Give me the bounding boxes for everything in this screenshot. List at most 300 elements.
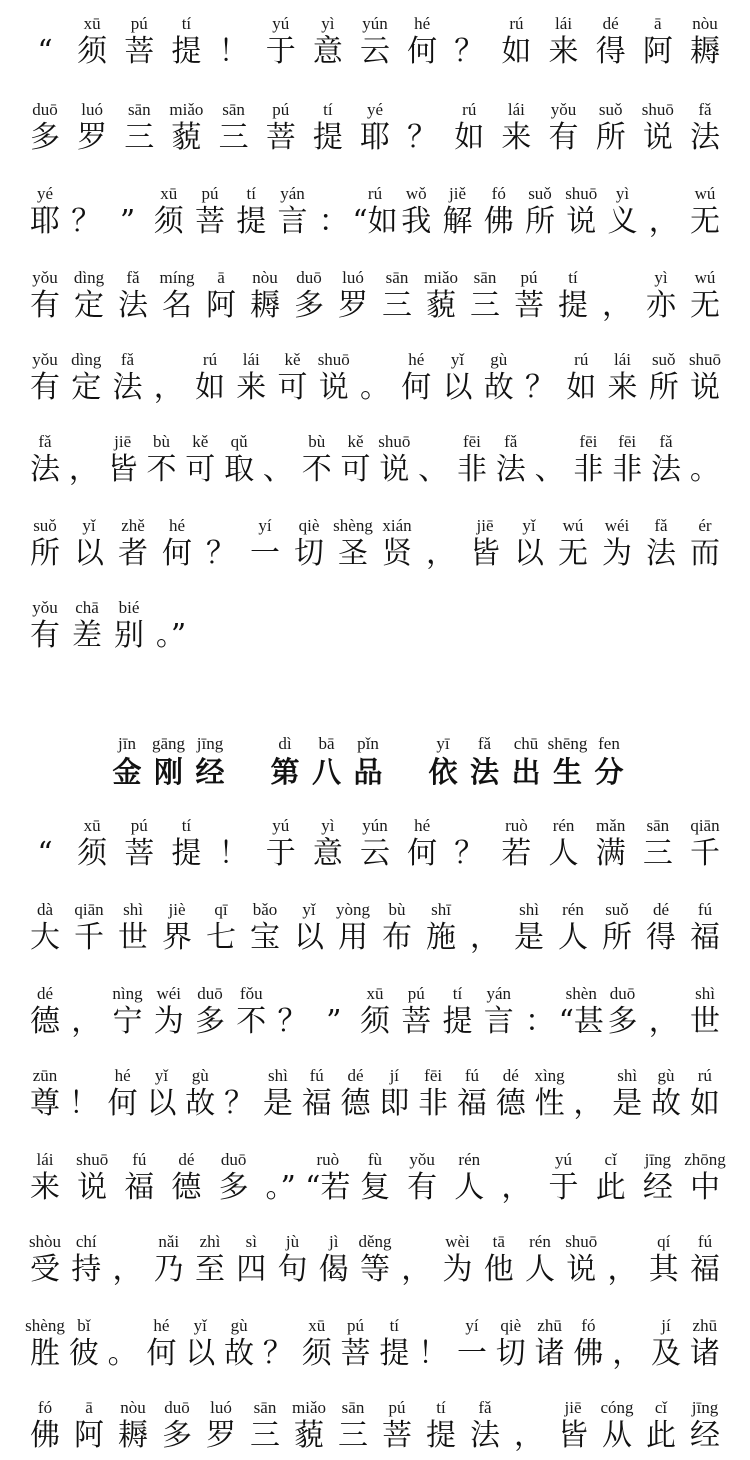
hanzi: ， — [612, 1336, 643, 1371]
char-cell — [512, 516, 546, 572]
hanzi: 菩 — [195, 204, 225, 239]
chapter-title — [112, 734, 624, 790]
hanzi: 偈 — [318, 1252, 349, 1287]
char-cell — [72, 900, 106, 956]
pinyin: shì — [123, 900, 143, 919]
hanzi: 言 — [277, 204, 308, 239]
char-cell — [112, 598, 146, 654]
hanzi: 出 — [511, 755, 541, 789]
hanzi: 佛 — [573, 1336, 604, 1371]
char-cell — [75, 14, 109, 70]
hanzi: 无 — [690, 288, 720, 323]
char-cell — [399, 1232, 433, 1288]
char-cell — [28, 1232, 62, 1288]
char-cell — [111, 184, 145, 240]
hanzi: 何 — [401, 370, 432, 405]
pinyin: jiě — [449, 184, 466, 203]
hanzi: 皆 — [107, 452, 138, 487]
char-cell — [523, 1232, 557, 1288]
char-cell — [647, 184, 681, 240]
pinyin: jīng — [644, 1150, 672, 1169]
char-cell — [416, 432, 450, 488]
hanzi: 多 — [607, 1004, 638, 1039]
char-cell — [405, 14, 439, 70]
pinyin: qí — [657, 1232, 671, 1251]
hanzi: 德 — [340, 1086, 371, 1121]
text-line — [28, 1150, 726, 1206]
hanzi: 何 — [107, 1086, 138, 1121]
char-cell — [222, 432, 256, 488]
pinyin: wǒ — [405, 184, 427, 203]
hanzi: 他 — [483, 1252, 514, 1287]
hanzi: 故 — [651, 1086, 681, 1121]
char-cell — [358, 1232, 392, 1288]
char-cell — [193, 1232, 227, 1288]
char-cell — [377, 1066, 411, 1122]
char-cell — [523, 184, 557, 240]
char-cell — [292, 516, 326, 572]
pinyin: xū — [83, 816, 101, 835]
pinyin: duō — [197, 984, 223, 1003]
hanzi: ， — [501, 1170, 532, 1205]
hanzi: 皆 — [558, 1418, 588, 1453]
char-cell — [428, 734, 458, 790]
pinyin: shī — [431, 900, 451, 919]
char-cell — [494, 1316, 528, 1372]
char-cell — [204, 516, 238, 572]
hanzi: 所 — [602, 920, 632, 955]
hanzi: 不 — [146, 452, 177, 487]
hanzi: 须 — [77, 836, 108, 871]
char-cell — [441, 1232, 475, 1288]
hanzi: 人 — [454, 1170, 485, 1205]
char-cell — [547, 1150, 581, 1206]
hanzi: 菩 — [401, 1004, 432, 1039]
pinyin: jì — [329, 1232, 339, 1251]
pinyin: bā — [318, 734, 335, 753]
hanzi: 故 — [185, 1086, 216, 1121]
char-cell — [122, 14, 156, 70]
char-cell — [72, 516, 106, 572]
char-cell — [358, 984, 392, 1040]
char-cell — [377, 432, 411, 488]
char-cell — [28, 516, 62, 572]
char-cell — [641, 100, 675, 156]
pinyin: luó — [81, 100, 103, 119]
pinyin: shuō — [641, 100, 674, 119]
char-cell — [405, 816, 439, 872]
pinyin: bié — [118, 598, 140, 617]
char-cell — [169, 816, 203, 872]
hanzi: 名 — [162, 288, 192, 323]
char-cell — [641, 1150, 675, 1206]
hanzi: 须 — [301, 1336, 332, 1371]
hanzi: 千 — [74, 920, 104, 955]
hanzi: ： — [525, 1004, 555, 1039]
hanzi: 如 — [454, 120, 485, 155]
hanzi: 皆 — [470, 536, 500, 571]
hanzi: 来 — [548, 34, 579, 69]
pinyin: nòu — [120, 1398, 146, 1417]
char-cell — [28, 350, 62, 406]
char-cell — [399, 350, 433, 406]
char-cell — [594, 816, 628, 872]
pinyin: pú — [130, 816, 148, 835]
pinyin: ā — [217, 268, 225, 287]
pinyin: dé — [602, 14, 619, 33]
hanzi: 以 — [442, 370, 473, 405]
char-cell — [647, 1232, 681, 1288]
char-cell — [600, 1398, 634, 1454]
pinyin: hé — [414, 816, 431, 835]
char-cell — [67, 432, 101, 488]
char-cell — [217, 816, 251, 872]
hanzi: 以 — [74, 536, 104, 571]
hanzi: 阿 — [74, 1418, 104, 1453]
char-cell — [399, 984, 433, 1040]
pinyin: shèng — [25, 1316, 65, 1335]
char-cell — [688, 900, 722, 956]
hanzi: 提 — [442, 1004, 473, 1039]
hanzi: 阿 — [642, 34, 673, 69]
char-cell — [264, 816, 298, 872]
pinyin: shuō — [688, 350, 722, 369]
hanzi: 。” — [265, 1170, 296, 1205]
hanzi: 提 — [171, 836, 202, 871]
char-cell — [339, 432, 373, 488]
hanzi: 非 — [418, 1086, 449, 1121]
hanzi: 八 — [311, 755, 341, 789]
pinyin: jīng — [196, 734, 224, 753]
hanzi: ？ — [71, 204, 102, 239]
hanzi: 法 — [646, 536, 676, 571]
pinyin: zhě — [121, 516, 145, 535]
char-cell — [499, 1150, 533, 1206]
char-cell — [305, 1150, 351, 1206]
char-cell — [482, 984, 516, 1040]
pinyin: shèn — [565, 984, 597, 1003]
char-cell — [688, 14, 722, 70]
hanzi: ？ — [224, 1086, 255, 1121]
char-cell — [594, 100, 628, 156]
pinyin: sān — [341, 1398, 365, 1417]
pinyin: fǎ — [698, 100, 712, 119]
char-cell — [594, 734, 624, 790]
char-cell — [556, 268, 590, 324]
pinyin: fēi — [424, 1066, 443, 1085]
char-cell — [111, 1232, 145, 1288]
hanzi: 不 — [236, 1004, 267, 1039]
hanzi: 不 — [301, 452, 332, 487]
text-line — [28, 100, 722, 156]
hanzi: 非 — [612, 452, 643, 487]
hanzi: 菩 — [382, 1418, 412, 1453]
char-cell — [512, 268, 546, 324]
hanzi: 言 — [483, 1004, 514, 1039]
char-cell — [564, 350, 598, 406]
char-cell — [644, 900, 678, 956]
pinyin: jīn — [118, 734, 136, 753]
hanzi: 切 — [495, 1336, 526, 1371]
char-cell — [300, 1316, 334, 1372]
hanzi: 界 — [162, 920, 192, 955]
char-cell — [28, 984, 62, 1040]
char-cell — [152, 184, 186, 240]
hanzi: ” — [119, 204, 136, 239]
pinyin: nìng — [112, 984, 143, 1003]
pinyin: shèng — [333, 516, 373, 535]
pinyin: yí — [258, 516, 272, 535]
char-cell — [261, 1316, 295, 1372]
hanzi: ？ — [454, 34, 485, 69]
char-cell — [482, 1232, 516, 1288]
pinyin: shuō — [317, 350, 350, 369]
pinyin: bù — [152, 432, 170, 451]
char-cell — [222, 1316, 256, 1372]
pinyin: cǐ — [654, 1398, 668, 1417]
char-cell — [248, 516, 282, 572]
char-cell — [300, 1066, 334, 1122]
char-cell — [523, 350, 557, 406]
pinyin: ruò — [316, 1150, 340, 1169]
pinyin: zhì — [199, 1232, 221, 1251]
hanzi: 以 — [146, 1086, 177, 1121]
char-cell — [122, 100, 156, 156]
char-cell — [644, 1398, 678, 1454]
char-cell — [204, 900, 238, 956]
pinyin: duō — [609, 984, 636, 1003]
char-cell — [564, 1232, 598, 1288]
pinyin: dé — [652, 900, 670, 919]
hanzi: 法 — [470, 1418, 500, 1453]
pinyin: zhōng — [684, 1150, 726, 1169]
pinyin: jí — [661, 1316, 671, 1335]
char-cell — [276, 184, 310, 240]
char-cell — [455, 432, 489, 488]
pinyin: děng — [358, 1232, 392, 1251]
char-cell — [234, 984, 268, 1040]
pinyin: yú — [555, 1150, 573, 1169]
hanzi: 用 — [338, 920, 368, 955]
hanzi: 品 — [353, 755, 383, 789]
hanzi: ， — [602, 288, 632, 323]
char-cell — [151, 734, 186, 790]
char-cell — [28, 1150, 62, 1206]
hanzi: ？ — [262, 1336, 293, 1371]
char-cell — [339, 1316, 373, 1372]
hanzi: 来 — [236, 370, 267, 405]
hanzi: 持 — [71, 1252, 102, 1287]
char-cell — [641, 14, 675, 70]
hanzi: 有 — [30, 288, 60, 323]
char-cell — [684, 1150, 726, 1206]
hanzi: 福 — [690, 920, 720, 955]
pinyin: lái — [36, 1150, 54, 1169]
pinyin: tí — [452, 984, 463, 1003]
pinyin: kě — [192, 432, 209, 451]
hanzi: 说 — [642, 120, 673, 155]
pinyin: tí — [436, 1398, 446, 1417]
pinyin: sān — [385, 268, 409, 287]
hanzi: 有 — [30, 618, 60, 653]
char-cell — [116, 516, 150, 572]
char-cell — [169, 1150, 203, 1206]
hanzi: 说 — [77, 1170, 108, 1205]
pinyin: fēi — [462, 432, 481, 451]
hanzi: 德 — [171, 1170, 202, 1205]
hanzi: 人 — [548, 836, 579, 871]
hanzi: 为 — [602, 536, 632, 571]
char-cell — [606, 1232, 640, 1288]
hanzi: 提 — [312, 120, 343, 155]
pinyin: gù — [657, 1066, 675, 1085]
char-cell — [688, 1232, 722, 1288]
hanzi: 佛 — [483, 204, 514, 239]
char-cell — [106, 432, 140, 488]
hanzi: ！ — [218, 836, 249, 871]
hanzi: 须 — [77, 34, 108, 69]
char-cell — [424, 268, 458, 324]
char-cell — [217, 1150, 251, 1206]
char-cell — [688, 1066, 722, 1122]
char-cell — [533, 432, 567, 488]
char-cell — [441, 184, 475, 240]
pinyin: yé — [36, 184, 54, 203]
char-cell — [558, 984, 604, 1040]
pinyin: fú — [464, 1066, 480, 1085]
hanzi: 三 — [382, 288, 412, 323]
pinyin: xián — [382, 516, 412, 535]
char-cell — [183, 1066, 217, 1122]
hanzi: “ — [37, 836, 53, 871]
hanzi: 法 — [118, 288, 148, 323]
char-cell — [649, 1316, 683, 1372]
char-cell — [160, 268, 194, 324]
hanzi: 义 — [607, 204, 638, 239]
hanzi: 佛 — [30, 1418, 60, 1453]
hanzi: 非 — [456, 452, 487, 487]
char-cell — [424, 516, 458, 572]
hanzi: 即 — [379, 1086, 410, 1121]
hanzi: 何 — [146, 1336, 177, 1371]
pinyin: suǒ — [651, 350, 676, 369]
pinyin: shēng — [547, 734, 588, 753]
char-cell — [688, 350, 722, 406]
char-cell — [399, 184, 433, 240]
hanzi: 耨 — [250, 288, 280, 323]
hanzi: 经 — [195, 755, 225, 789]
char-cell — [533, 1316, 567, 1372]
pinyin: cóng — [600, 1398, 634, 1417]
char-cell — [610, 1066, 644, 1122]
hanzi: 故 — [483, 370, 514, 405]
char-cell — [380, 268, 414, 324]
char-cell — [499, 14, 533, 70]
hanzi: 第 — [270, 755, 300, 789]
pinyin: fǎ — [477, 734, 492, 753]
hanzi: 三 — [250, 1418, 280, 1453]
char-cell — [111, 350, 145, 406]
hanzi: 云 — [359, 836, 390, 871]
hanzi: 无 — [690, 204, 720, 239]
char-cell — [547, 14, 581, 70]
hanzi: 多 — [162, 1418, 192, 1453]
hanzi: 以 — [294, 920, 324, 955]
pinyin: fǎ — [126, 268, 140, 287]
hanzi: 所 — [648, 370, 679, 405]
pinyin: fù — [367, 1150, 383, 1169]
char-cell — [292, 1398, 326, 1454]
pinyin: dé — [347, 1066, 364, 1085]
pinyin: xū — [160, 184, 178, 203]
char-cell — [512, 1398, 546, 1454]
pinyin: dìng — [73, 268, 105, 287]
char-cell — [217, 14, 251, 70]
hanzi: 得 — [646, 920, 676, 955]
char-cell — [547, 734, 588, 790]
pinyin: fú — [309, 1066, 324, 1085]
char-cell — [234, 1232, 268, 1288]
char-cell — [70, 598, 104, 654]
char-cell — [441, 350, 475, 406]
char-cell — [292, 900, 326, 956]
pinyin: fú — [132, 1150, 147, 1169]
char-cell — [152, 350, 186, 406]
hanzi: 三 — [338, 1418, 368, 1453]
char-cell — [564, 184, 598, 240]
hanzi: “如 — [352, 204, 398, 239]
char-cell — [482, 184, 516, 240]
pinyin: yán — [486, 984, 512, 1003]
pinyin: xū — [83, 14, 101, 33]
hanzi: 故 — [224, 1336, 255, 1371]
char-cell — [455, 1316, 489, 1372]
hanzi: 耨 — [689, 34, 720, 69]
pinyin: wú — [694, 184, 716, 203]
pinyin: bǐ — [77, 1316, 91, 1335]
hanzi: 菩 — [340, 1336, 371, 1371]
text-line — [28, 432, 722, 488]
hanzi: 法 — [495, 452, 526, 487]
char-cell — [688, 984, 722, 1040]
char-cell — [511, 734, 541, 790]
hanzi: 来 — [501, 120, 532, 155]
hanzi: 法 — [689, 120, 720, 155]
hanzi: 意 — [312, 836, 343, 871]
hanzi: “若 — [305, 1170, 351, 1205]
pinyin: yì — [321, 14, 335, 33]
hanzi: 句 — [277, 1252, 308, 1287]
char-cell — [248, 268, 282, 324]
char-cell — [380, 516, 414, 572]
hanzi: 经 — [690, 1418, 720, 1453]
pinyin: jiē — [114, 432, 132, 451]
pinyin: yòng — [336, 900, 370, 919]
hanzi: 施 — [426, 920, 456, 955]
pinyin: yǒu — [32, 598, 58, 617]
char-cell — [264, 14, 298, 70]
hanzi: “甚 — [558, 1004, 604, 1039]
char-cell — [688, 1398, 722, 1454]
hanzi: 三 — [642, 836, 673, 871]
hanzi: 中 — [689, 1170, 720, 1205]
hanzi: 德 — [495, 1086, 526, 1121]
char-cell — [312, 734, 342, 790]
pinyin: fēi — [618, 432, 637, 451]
hanzi: 是 — [514, 920, 544, 955]
char-cell — [688, 432, 722, 488]
hanzi: 罗 — [206, 1418, 236, 1453]
